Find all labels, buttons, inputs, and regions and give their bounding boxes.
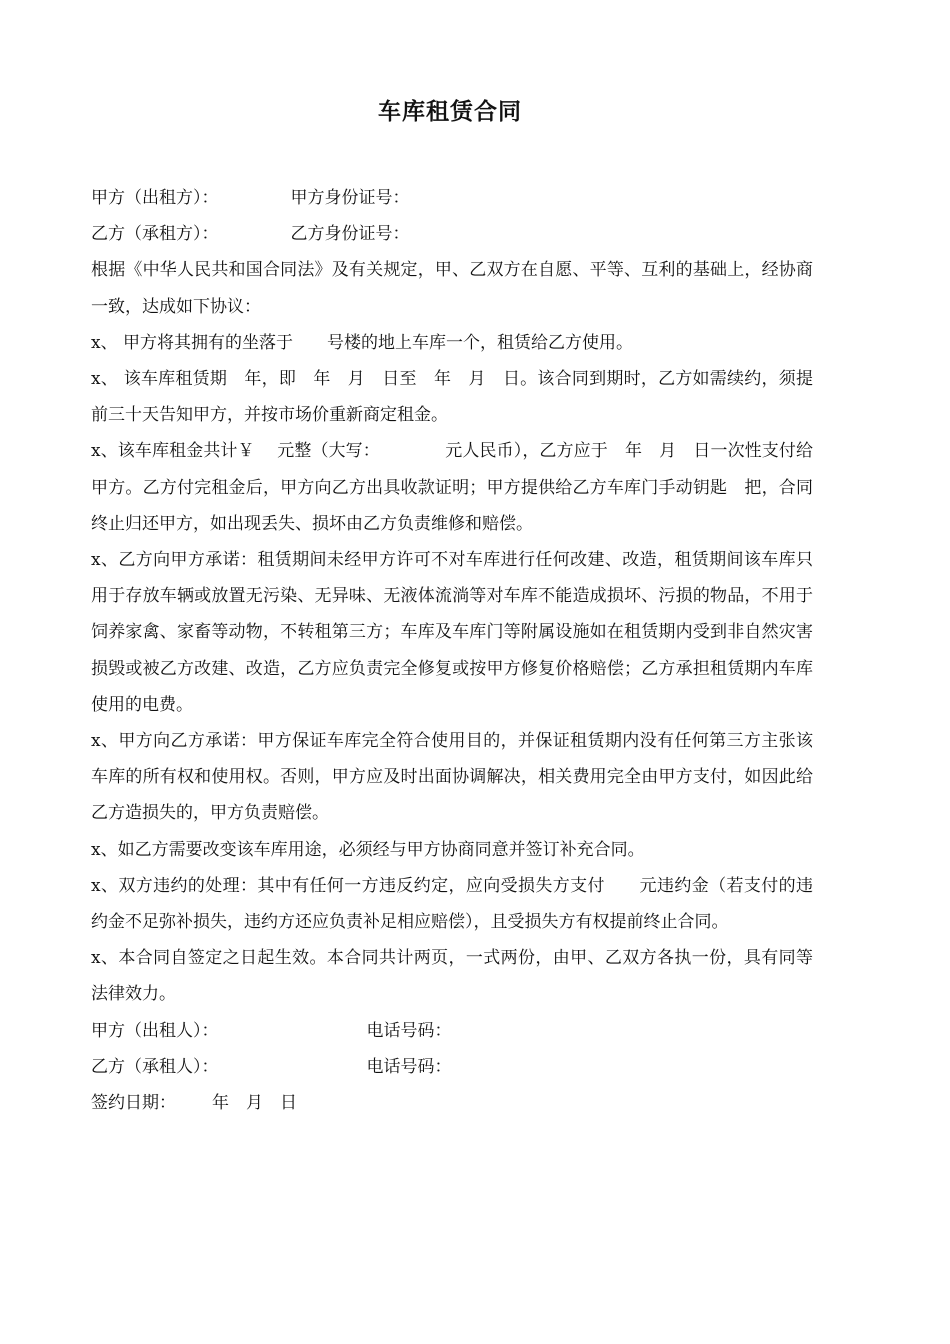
signature-party-b-label: 乙方（承租人）： <box>91 1056 219 1077</box>
signature-party-a-line <box>91 1013 813 1049</box>
paragraph-preamble: 根据《中华人民共和国合同法》及有关规定，甲、乙双方在自愿、平等、互利的基础上，经协商一致，达成如下协议： <box>91 260 813 317</box>
signature-party-a-phone-label: 电话号码： <box>366 1020 452 1041</box>
signature-party-b-phone-label: 电话号码： <box>366 1056 452 1077</box>
signing-date-label: 签约日期： <box>91 1093 176 1114</box>
paragraph-clause-term: x、 该车库租赁期 年，即 年 月 日至 年 月 日。该合同到期时，乙方如需续约，须提前三十天告知甲方，并按市场价重新商定租金。 <box>91 368 813 426</box>
document-body <box>91 180 813 1121</box>
party-a-label: 甲方（出租方）： <box>91 188 219 208</box>
party-a-id-label: 甲方身份证号： <box>290 188 410 208</box>
party-b-line <box>91 216 813 252</box>
party-b-id-label: 乙方身份证号： <box>290 224 410 245</box>
signature-party-a-label: 甲方（出租人）： <box>91 1020 219 1041</box>
paragraph-clause-effective: x、本合同自签定之日起生效。本合同共计两页，一式两份，由甲、乙双方各执一份，具有同等法律效力。 <box>91 948 813 1005</box>
signature-party-b-line <box>91 1049 813 1085</box>
party-b-label: 乙方（承租方）： <box>91 224 219 245</box>
signing-date-line <box>91 1085 813 1121</box>
signing-date-parts: 年 月 日 <box>212 1093 297 1114</box>
paragraph-clause-tenant-promise: x、乙方向甲方承诺：租赁期间未经甲方许可不对车库进行任何改建、改造，租赁期间该车库只用于存放车辆或放置无污染、无异味、无液体流淌等对车库不能造成损坏、污损的物品，不用于饲养家禽、家畜等动物，不转租第三方；车库及车库门等附属设施如在租赁期内受到非自然灾害损毁或被乙方改建、改造，乙方应负责完全修复或按甲方修复价格赔偿；乙方承担租赁期内车库使用的电费。 <box>91 550 813 715</box>
paragraph-clause-rent: x、该车库租金共计￥ 元整（大写： 元人民币），乙方应于 年 月 日一次性支付给甲方。乙方付完租金后，甲方向乙方出具收款证明；甲方提供给乙方车库门手动钥匙 把，合同终止归还甲方，如出现丢失、损坏由乙方负责维修和赔偿。 <box>91 441 813 534</box>
document-title: 车库租赁合同 <box>378 99 522 125</box>
paragraph-clause-breach: x、双方违约的处理：其中有任何一方违反约定，应向受损失方支付 元违约金（若支付的违约金不足弥补损失，违约方还应负责补足相应赔偿），且受损失方有权提前终止合同。 <box>91 875 813 933</box>
party-a-line <box>91 180 813 216</box>
paragraph-clause-usage-change: x、如乙方需要改变该车库用途，必须经与甲方协商同意并签订补充合同。 <box>91 839 645 860</box>
paragraph-clause-landlord-promise: x、甲方向乙方承诺：甲方保证车库完全符合使用目的，并保证租赁期内没有任何第三方主张该车库的所有权和使用权。否则，甲方应及时出面协调解决，相关费用完全由甲方支付，如因此给乙方造损失的，甲方负责赔偿。 <box>91 731 813 824</box>
paragraph-clause-location: x、 甲方将其拥有的坐落于 号楼的地上车库一个，租赁给乙方使用。 <box>91 332 633 353</box>
